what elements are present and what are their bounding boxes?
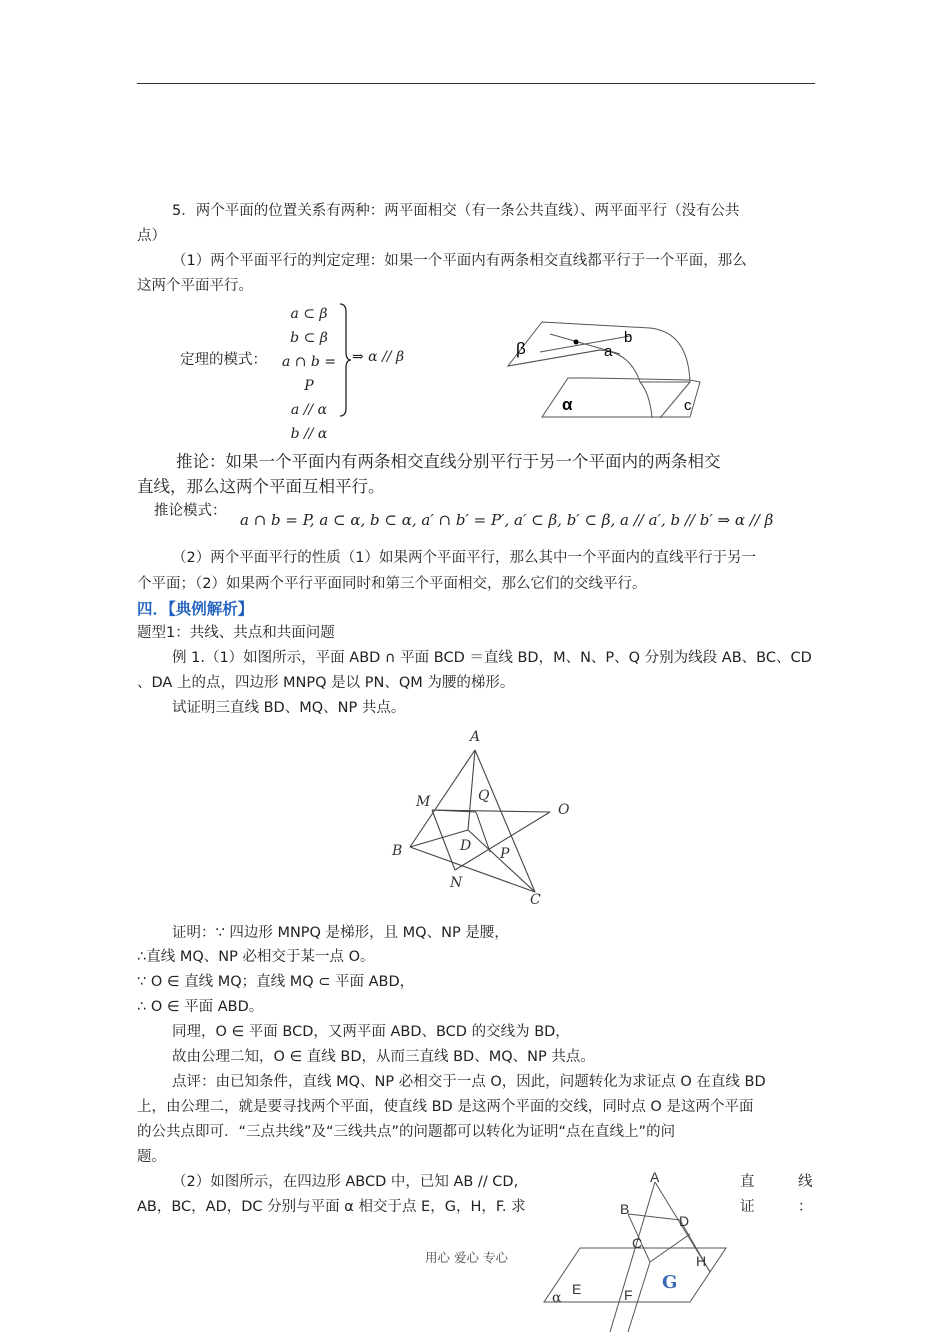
intersection-point [574,340,579,345]
section4-heading: 四．【典例解析】 [137,600,254,618]
planes-figure [500,312,710,424]
q-H: H [696,1253,707,1269]
property-line2: 个平面；（2）如果两个平行平面同时和第三个平面相交，那么它们的交线平行。 [137,576,647,592]
example2-right1b: 线 [798,1174,813,1190]
example2-right1a: 直 [740,1174,755,1190]
quad-plane-figure [540,1162,740,1342]
label-b: b [624,329,633,346]
condition-1: a ⊂ β [290,306,328,322]
q-F: F [624,1287,633,1303]
label-a: a [604,343,613,360]
comment-line3: 的公共点即可．“三点共线”及“三线共点”的问题都可以转化为证明“点在直线上”的问 [137,1124,676,1140]
example2-line1: （2）如图所示，在四边形 ABCD 中，已知 AB // CD, [172,1174,519,1190]
example2-line2: AB，BC，AD，DC 分别与平面 α 相交于点 E，G，H，F. 求 [137,1199,526,1215]
theorem-conclusion: ⇒ α // β [352,349,405,365]
pt-A: A [470,729,481,745]
pt-C: C [530,892,541,907]
q-G: G [662,1272,678,1293]
q-alpha: α [552,1290,562,1306]
pt-B: B [392,843,403,859]
corollary-line2: 直线，那么这两个平面互相平行。 [137,477,385,496]
proof-line3: ∵ O ∈ 直线 MQ；直线 MQ ⊂ 平面 ABD， [137,974,415,990]
condition-4: a // α [290,402,328,418]
proof-line6: 故由公理二知，O ∈ 直线 BD，从而三直线 BD、MQ、NP 共点。 [172,1049,595,1065]
q-A: A [650,1169,660,1185]
theorem1-line1: （1）两个平面平行的判定定理：如果一个平面内有两条相交直线都平行于一个平面，那么 [172,253,747,269]
label-c: c [684,397,692,414]
section5-line1: 5．两个平面的位置关系有两种：两平面相交（有一条公共直线）、两平面平行（没有公共 [172,203,740,219]
pt-O: O [558,802,570,818]
example2-right2a: 证 [740,1199,755,1215]
example1-line2: 、DA 上的点，四边形 MNPQ 是以 PN、QM 为腰的梯形。 [137,675,515,691]
q-D: D [679,1213,690,1229]
corollary-formula: a ∩ b = P, a ⊂ α, b ⊂ α, a′ ∩ b′ = P′, a′ ⊂ β, b′ ⊂ β, a // a′, b // b′ ⇒ α // β [240,511,774,529]
condition-5: b // α [290,426,328,442]
pt-M: M [416,794,431,810]
page-footer: 用心 爱心 专心 [425,1250,508,1265]
pt-P: P [500,846,510,862]
comment-line4: 题。 [137,1149,166,1165]
q-C: C [632,1235,643,1251]
theorem-conditions [278,302,340,446]
property-line1: （2）两个平面平行的性质（1）如果两个平面平行，那么其中一个平面内的直线平行于另一 [172,550,756,566]
corollary-line1: 推论：如果一个平面内有两条相交直线分别平行于另一个平面内的两条相交 [176,452,721,471]
pyramid-figure [380,722,580,907]
comment-line1: 点评：由已知条件，直线 MQ、NP 必相交于一点 O，因此，问题转化为求证点 O 在直线 BD [172,1074,766,1090]
proof-line5: 同理，O ∈ 平面 BCD，又两平面 ABD、BCD 的交线为 BD， [172,1024,570,1040]
example2-right2b: ： [798,1199,813,1215]
corollary-model-label: 推论模式： [154,503,227,519]
proof-line1: 证明：∵ 四边形 MNPQ 是梯形，且 MQ、NP 是腰， [172,925,509,941]
section5-line2: 点） [137,228,166,244]
pt-Q: Q [478,788,490,804]
label-alpha: α [562,395,573,414]
proof-line4: ∴ O ∈ 平面 ABD。 [137,999,264,1015]
type1-title: 题型1：共线、共点和共面问题 [137,625,335,641]
theorem-model-label: 定理的模式： [180,352,267,368]
condition-2: b ⊂ β [290,330,328,346]
comment-line2: 上，由公理二，就是要寻找两个平面，使直线 BD 是这两个平面的交线，同时点 O 是这两个平面 [137,1099,754,1115]
header-rule [137,83,815,84]
q-E: E [572,1281,582,1297]
pt-N: N [450,875,463,891]
example1-line3: 试证明三直线 BD、MQ、NP 共点。 [172,700,406,716]
theorem1-line2: 这两个平面平行。 [137,278,253,294]
proof-line2: ∴直线 MQ、NP 必相交于某一点 O。 [137,949,375,965]
example1-line1: 例 1.（1）如图所示，平面 ABD ∩ 平面 BCD ＝直线 BD，M、N、P、Q 分别为线段 AB、BC、CD [172,650,812,666]
label-beta: β [516,339,526,358]
q-B: B [620,1201,630,1217]
pt-D: D [460,838,472,854]
right-brace [338,302,352,418]
condition-3: a ∩ b = P [281,354,337,394]
